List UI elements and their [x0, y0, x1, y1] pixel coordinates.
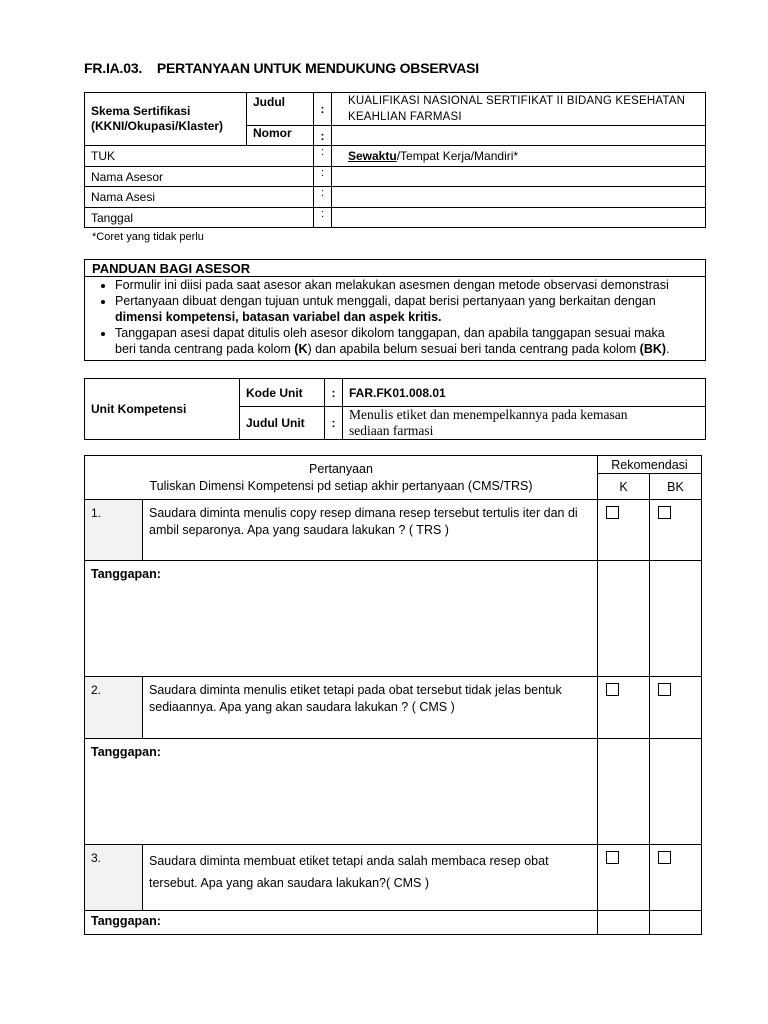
question-2-text [143, 677, 598, 739]
question-3-number: 3. [85, 845, 143, 911]
document-title [84, 60, 479, 76]
coret-note: *Coret yang tidak perlu [92, 231, 204, 243]
asesor-colon: : [314, 167, 332, 187]
question-3-bk-cell [650, 845, 702, 911]
judul-colon: : [314, 93, 332, 126]
skema-label-line2: (KKNI/Okupasi/Klaster) [91, 119, 224, 133]
asesor-value[interactable] [332, 167, 706, 187]
question-3-text [143, 845, 598, 911]
tuk-value-sewaktu: Sewaktu [348, 149, 397, 163]
tuk-value-rest: /Tempat Kerja/Mandiri* [396, 149, 519, 163]
bk-header: BK [650, 474, 702, 500]
question-2-line2: sediaannya. Apa yang akan saudara lakukan ? ( CMS ) [149, 700, 455, 714]
questions-header-subtitle: Tuliskan Dimensi Kompetensi pd setiap akhir pertanyaan (CMS/TRS) [149, 478, 533, 493]
question-3-tanggapan-k [598, 911, 650, 935]
rekomendasi-header: Rekomendasi [598, 456, 702, 474]
questions-table [84, 455, 702, 935]
judul-unit-value-line1: Menulis etiket dan menempelkannya pada kemasan [349, 407, 628, 422]
unit-table [84, 378, 706, 440]
question-1-tanggapan[interactable]: Tanggapan: [85, 561, 598, 677]
panduan-item-3-line1: Tanggapan asesi dapat ditulis oleh asesor dikolom tanggapan, dan apabila tanggapan sesuai maka [115, 326, 665, 340]
document-heading: PERTANYAAN UNTUK MENDUKUNG OBSERVASI [156, 60, 479, 76]
question-3-tanggapan[interactable]: Tanggapan: [85, 911, 598, 935]
panduan-item-3-k: (K [294, 342, 308, 356]
panduan-item-1-text: Formulir ini diisi pada saat asesor akan melakukan asesmen dengan metode observasi demonstrasi [115, 278, 669, 292]
panduan-item-2 [115, 293, 705, 325]
question-1-line1: Saudara diminta menulis copy resep dimana resep tersebut tertulis iter dan di [149, 506, 578, 520]
questions-header [85, 456, 598, 500]
panduan-item-1 [115, 277, 705, 293]
question-2-k-checkbox[interactable] [606, 683, 619, 696]
question-3-bk-checkbox[interactable] [658, 851, 671, 864]
kode-unit-label: Kode Unit [240, 379, 325, 407]
question-3-tanggapan-bk [650, 911, 702, 935]
tuk-colon: : [314, 146, 332, 167]
question-3-line1: Saudara diminta membuat etiket tetapi anda salah membaca resep obat [149, 854, 549, 868]
panduan-item-3-text-b: ) dan apabila belum sesuai beri tanda centrang pada kolom [307, 342, 640, 356]
questions-header-title: Pertanyaan [309, 461, 373, 476]
panduan-item-2-line2: dimensi kompetensi, batasan variabel dan aspek kritis. [115, 310, 442, 324]
document-code: FR.IA.03. [84, 60, 143, 76]
tuk-value[interactable] [332, 146, 706, 167]
question-3-k-cell [598, 845, 650, 911]
question-1-tanggapan-bk [650, 561, 702, 677]
question-1-bk-checkbox[interactable] [658, 506, 671, 519]
judul-value-line2: KEAHLIAN FARMASI [348, 111, 462, 123]
panduan-heading: PANDUAN BAGI ASESOR [85, 260, 705, 277]
tanggal-label: Tanggal [85, 208, 314, 228]
tanggal-value[interactable] [332, 208, 706, 228]
question-2-bk-cell [650, 677, 702, 739]
question-2-line1: Saudara diminta menulis etiket tetapi pada obat tersebut tidak jelas bentuk [149, 683, 562, 697]
panduan-item-3-end: . [666, 342, 670, 356]
judul-unit-colon: : [325, 407, 343, 440]
tanggal-colon: : [314, 208, 332, 228]
judul-unit-value [343, 407, 706, 440]
question-2-tanggapan[interactable]: Tanggapan: [85, 739, 598, 845]
panduan-list [85, 277, 705, 357]
unit-label: Unit Kompetensi [85, 379, 240, 440]
judul-label: Judul [247, 93, 314, 126]
panduan-item-3 [115, 325, 705, 357]
asesi-label: Nama Asesi [85, 187, 314, 208]
nomor-value[interactable] [332, 126, 706, 146]
asesi-value[interactable] [332, 187, 706, 208]
panduan-box [84, 259, 706, 361]
question-2-number: 2. [85, 677, 143, 739]
judul-unit-label: Judul Unit [240, 407, 325, 440]
skema-label-line1: Skema Sertifikasi [91, 104, 191, 118]
judul-value-line1: KUALIFIKASI NASIONAL SERTIFIKAT II BIDANG KESEHATAN [348, 95, 686, 107]
question-2-bk-checkbox[interactable] [658, 683, 671, 696]
asesor-label: Nama Asesor [85, 167, 314, 187]
question-2-tanggapan-bk [650, 739, 702, 845]
kode-unit-colon: : [325, 379, 343, 407]
panduan-item-3-bk: (BK) [639, 342, 667, 356]
question-2-tanggapan-k [598, 739, 650, 845]
question-1-k-checkbox[interactable] [606, 506, 619, 519]
k-header: K [598, 474, 650, 500]
nomor-colon: : [314, 126, 332, 146]
tuk-label: TUK [85, 146, 314, 167]
judul-unit-value-line2: sediaan farmasi [349, 423, 434, 438]
question-1-number: 1. [85, 500, 143, 561]
question-3-k-checkbox[interactable] [606, 851, 619, 864]
question-1-bk-cell [650, 500, 702, 561]
question-1-tanggapan-k [598, 561, 650, 677]
judul-value [332, 93, 706, 126]
question-1-line2: ambil separonya. Apa yang saudara lakukan ? ( TRS ) [149, 523, 449, 537]
asesi-colon: : [314, 187, 332, 208]
panduan-item-2-line1: Pertanyaan dibuat dengan tujuan untuk menggali, dapat berisi pertanyaan yang berkaitan dengan [115, 294, 656, 308]
question-3-line2: tersebut. Apa yang akan saudara lakukan?( CMS ) [149, 876, 430, 890]
question-1-text [143, 500, 598, 561]
panduan-item-3-text-a: beri tanda centrang pada kolom [115, 342, 295, 356]
kode-unit-value: FAR.FK01.008.01 [343, 379, 706, 407]
nomor-label: Nomor [247, 126, 314, 146]
question-1-k-cell [598, 500, 650, 561]
question-2-k-cell [598, 677, 650, 739]
skema-label [85, 93, 247, 146]
skema-table [84, 92, 706, 228]
